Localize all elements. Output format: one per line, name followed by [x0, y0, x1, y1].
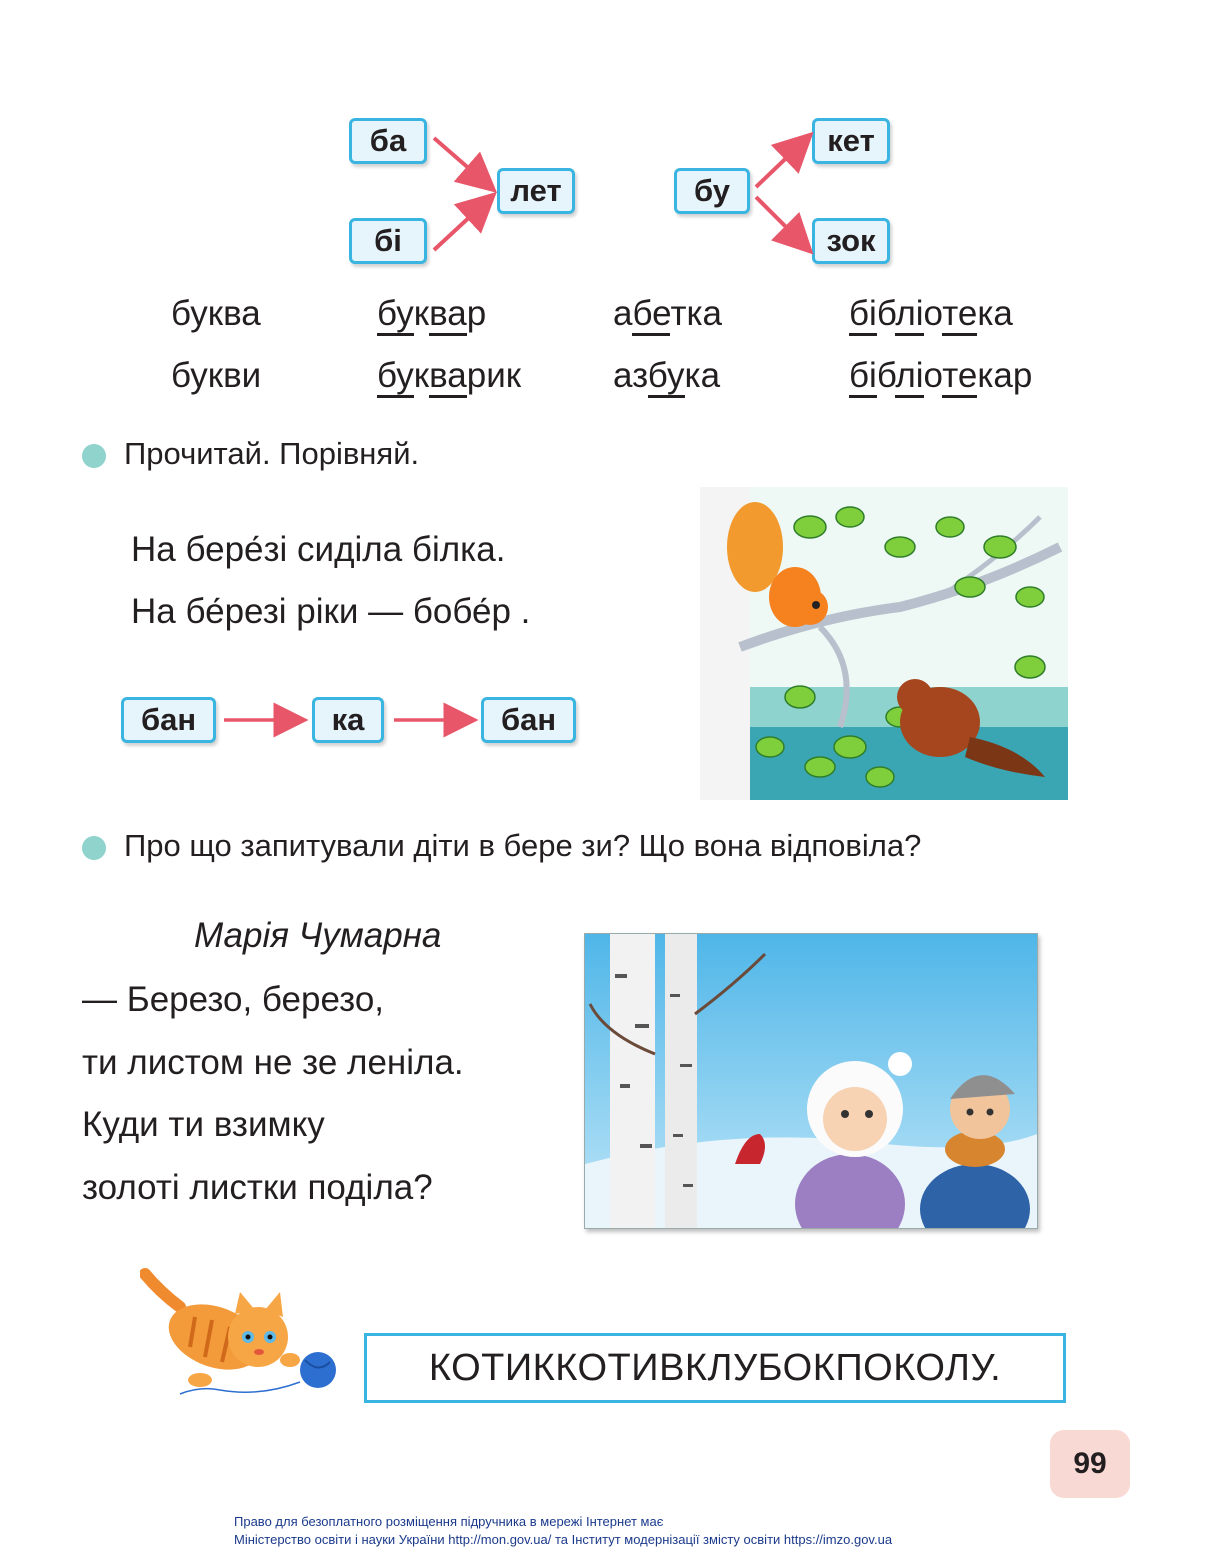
chain-syllable-3: бан	[481, 697, 576, 743]
page-number: 99	[1050, 1430, 1130, 1498]
arrow-bu-zok	[756, 197, 805, 246]
task-instruction-2: Про що запитували діти в бере зи? Що вона відповіла?	[124, 828, 922, 863]
word-bibliotekar: бібліотекар	[849, 356, 1032, 396]
tongue-twister-text: КОТИККОТИВКЛУБОКПОКОЛУ.	[428, 1346, 1002, 1389]
task-bullet-2	[82, 836, 106, 860]
word-abetka: абетка	[613, 294, 722, 334]
illustration-squirrel-beaver	[700, 487, 1068, 800]
illustration-kitten-ball	[140, 1262, 340, 1402]
arrow-bu-ket	[756, 140, 805, 187]
syllable-bu: бу	[674, 168, 750, 214]
arrow-ba-let	[434, 138, 488, 185]
syllable-let: лет	[497, 168, 575, 214]
footer-line-2: Міністерство освіти і науки України http://mon.gov.ua/ та Інститут модернізації змісту освіти https://imzo.gov.ua	[234, 1532, 893, 1547]
arrow-bi-let	[434, 200, 488, 250]
task-bullet-1	[82, 444, 106, 468]
tongue-twister-box	[364, 1333, 1066, 1403]
word-bukva: буква	[171, 294, 261, 333]
illustration-children-winter	[584, 933, 1038, 1229]
syllable-ket: кет	[812, 118, 890, 164]
word-azbuka: азбука	[613, 356, 720, 396]
sentence-beaver: На бе́резі ріки — бобе́р .	[131, 592, 531, 631]
poem-line-1: — Березо, березо,	[82, 980, 385, 1019]
poem-line-2: ти листом не зе леніла.	[82, 1043, 464, 1082]
word-biblioteka: бібліотека	[849, 294, 1013, 334]
task-instruction-1: Прочитай. Порівняй.	[124, 436, 420, 471]
word-bukvaryk: букварик	[377, 356, 521, 396]
chain-syllable-1: бан	[121, 697, 216, 743]
syllable-bi: бі	[349, 218, 427, 264]
syllable-ba: ба	[349, 118, 427, 164]
chain-syllable-2: ка	[312, 697, 384, 743]
word-bukvy: букви	[171, 356, 262, 395]
poem-author: Марія Чумарна	[194, 916, 442, 955]
poem-line-4: золоті листки поділа?	[82, 1168, 433, 1207]
syllable-zok: зок	[812, 218, 890, 264]
footer-line-1: Право для безоплатного розміщення підручника в мережі Інтернет має	[234, 1514, 664, 1529]
sentence-squirrel: На бере́зі сиділа білка.	[131, 530, 506, 569]
word-bukvar: буквар	[377, 294, 486, 334]
poem-line-3: Куди ти взимку	[82, 1105, 325, 1144]
